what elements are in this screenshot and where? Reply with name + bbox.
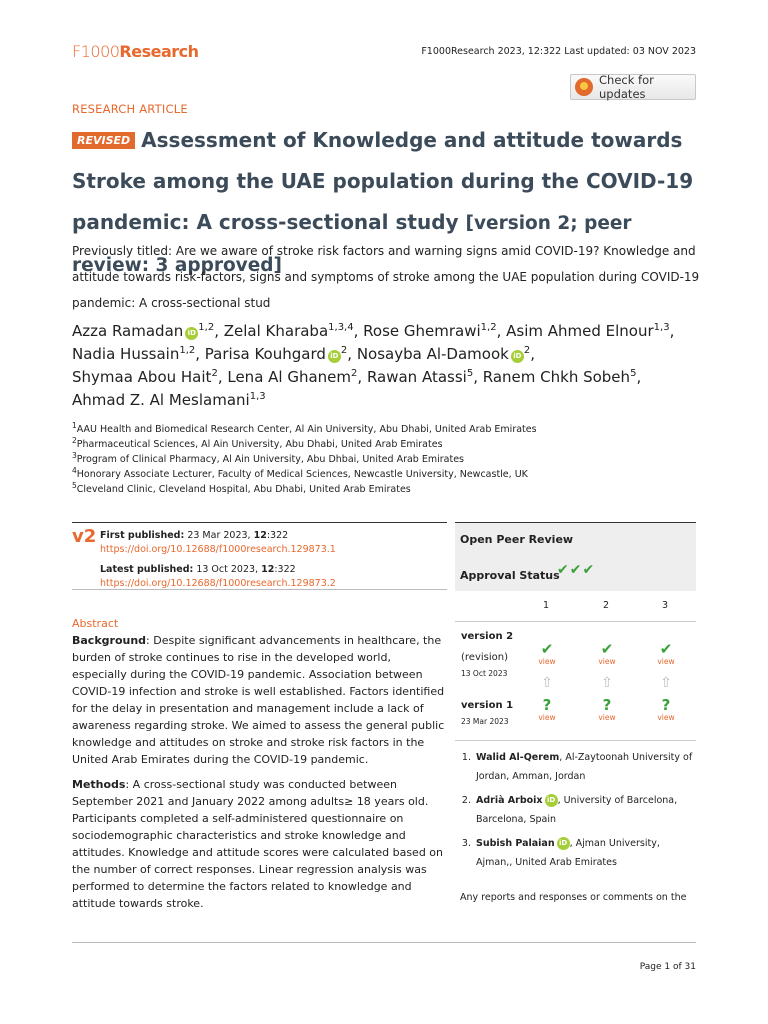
first-doi-link[interactable]: https://doi.org/10.12688/f1000research.129873.1 <box>100 544 336 555</box>
version-2-date: 13 Oct 2023 <box>461 669 508 678</box>
latest-published-label: Latest published: <box>100 564 194 575</box>
author <box>483 368 637 386</box>
background-label: Background <box>72 634 147 647</box>
orcid-icon[interactable]: iD <box>545 794 558 807</box>
author-name[interactable]: Asim Ahmed Elnour <box>506 322 654 340</box>
first-page: :322 <box>266 530 289 541</box>
author-affiliation-ref: 1,2 <box>198 322 215 333</box>
arrow-up-icon: ⇧ <box>601 675 613 691</box>
affiliation <box>72 467 712 482</box>
review-v1-r3[interactable] <box>651 697 681 723</box>
version-2-label: version 2 <box>461 631 514 642</box>
approval-status-label: Approval Status <box>460 569 560 582</box>
author-affiliation-ref: 2 <box>351 368 358 379</box>
divider <box>72 522 447 523</box>
version-1-date: 23 Mar 2023 <box>461 717 509 726</box>
author-affiliation-ref: 1,3 <box>249 391 266 402</box>
crossmark-icon <box>575 78 593 96</box>
author <box>72 322 214 340</box>
reviewer-affiliation: , Ajman University, Ajman,, United Arab Emirates <box>476 838 660 868</box>
author <box>72 368 218 386</box>
author-list: Azza Ramadan iD $^{1,2}$, Zelal Kharaba$^{1,3,4}$, Rose Ghemrawi$^{1,2}$, Asim Ahmed Elnour$^{1,3}$, Nadia Hussain$^{1,2}$, Parisa Kouhgard iD $^2$, Nosayba Al-Damook iD $^2$, Shymaa Abou Hait$^2$, Lena Al Ghanem$^2$, Rawan Atassi$^5$, Ranem Chkh Sobeh$^5$, Ahmad Z. Al Meslamani$^{1,3}$ <box>72 322 675 409</box>
latest-page: :322 <box>274 564 296 575</box>
affiliation-text: Honorary Associate Lecturer, Faculty of Medical Sciences, Newcastle University, Newcastle, UK <box>76 469 528 480</box>
orcid-icon[interactable]: iD <box>328 350 341 363</box>
abstract-methods <box>72 776 447 912</box>
reviewer-item <box>474 748 696 786</box>
approval-checks-icon: ✔✔✔ <box>557 562 596 578</box>
view-link[interactable]: view <box>657 657 675 666</box>
affiliation-number: 1 <box>72 420 77 430</box>
orcid-icon[interactable]: iD <box>185 327 198 340</box>
author <box>506 322 669 340</box>
author <box>72 345 195 363</box>
approved-icon: ✔ <box>540 640 554 658</box>
methods-label: Methods <box>72 778 126 791</box>
approved-with-reservations-icon: ? <box>661 696 671 714</box>
affiliation <box>72 482 712 497</box>
affiliation-number: 4 <box>72 465 77 475</box>
affiliation <box>72 452 712 467</box>
orcid-icon[interactable]: iD <box>557 837 570 850</box>
revised-badge: REVISED <box>72 132 135 149</box>
view-link[interactable]: view <box>538 713 556 722</box>
author <box>205 345 347 363</box>
reviewer-name[interactable]: Adrià Arboix <box>476 795 543 806</box>
divider <box>455 621 696 622</box>
review-v1-r1[interactable] <box>532 697 562 723</box>
author <box>367 368 473 386</box>
author-name[interactable]: Lena Al Ghanem <box>227 368 352 386</box>
approved-with-reservations-icon: ? <box>542 696 552 714</box>
author-name[interactable]: Parisa Kouhgard <box>204 345 326 363</box>
author <box>357 345 530 363</box>
review-v2-r2[interactable] <box>592 641 622 667</box>
affiliation-text: Cleveland Clinic, Cleveland Hospital, Abu Dhabi, United Arab Emirates <box>76 484 411 495</box>
affiliation-text: Program of Clinical Pharmacy, Al Ain University, Abu Dhbai, United Arab Emirates <box>76 454 464 465</box>
reports-note: Any reports and responses or comments on the <box>460 892 687 903</box>
author-name[interactable]: Zelal Kharaba <box>223 322 329 340</box>
view-link[interactable]: view <box>598 713 616 722</box>
author <box>363 322 496 340</box>
author-name[interactable]: Shymaa Abou Hait <box>72 368 212 386</box>
orcid-icon[interactable]: iD <box>511 350 524 363</box>
affiliation <box>72 437 712 452</box>
approved-with-reservations-icon: ? <box>602 696 612 714</box>
view-link[interactable]: view <box>538 657 556 666</box>
author-name[interactable]: Nosayba Al-Damook <box>356 345 509 363</box>
divider <box>72 589 447 590</box>
author-affiliation-ref: 1,2 <box>480 322 497 333</box>
reviewer-affiliation: , University of Barcelona, Barcelona, Spain <box>476 795 678 825</box>
reviewer-list <box>460 748 696 877</box>
approved-icon: ✔ <box>659 640 673 658</box>
f1000research-logo[interactable] <box>72 42 199 61</box>
version-status: [version 2; peer review: 3 approved] <box>72 213 632 276</box>
author-affiliation-ref: 5 <box>466 368 474 379</box>
logo-research: Research <box>119 42 199 61</box>
check-updates-label: Check for updates <box>599 73 654 101</box>
page-number: Page 1 of 31 <box>639 962 696 972</box>
author-name[interactable]: Azza Ramadan <box>72 322 184 340</box>
version-2-sub: (revision) <box>461 652 508 663</box>
citation-line: F1000Research 2023, 12:322 Last updated: 03 NOV 2023 <box>421 46 696 57</box>
author-name[interactable]: Rawan Atassi <box>366 368 467 386</box>
previous-title: Previously titled: Are we aware of stroke risk factors and warning signs amid COVID-19? Knowledge and attitude towards risk-factors, signs and symptoms of stroke among the UAE population during COVID-19 pandemic: A cross-sectional stud <box>72 244 700 310</box>
first-volume: 12 <box>253 530 267 541</box>
article-type: RESEARCH ARTICLE <box>72 102 188 116</box>
reviewer-item <box>474 834 696 872</box>
author-name[interactable]: Ranem Chkh Sobeh <box>482 368 631 386</box>
divider <box>455 740 696 741</box>
publication-history <box>100 529 336 591</box>
approved-icon: ✔ <box>600 640 614 658</box>
author-affiliation-ref: 1,2 <box>179 345 196 356</box>
reviewer-name[interactable]: Walid Al-Qerem <box>476 752 560 763</box>
author-name[interactable]: Nadia Hussain <box>72 345 180 363</box>
reviewer-affiliation: , Al-Zaytoonah University of Jordan, Amman, Jordan <box>476 752 693 782</box>
author-affiliation-ref: 5 <box>630 368 637 379</box>
reviewer-name[interactable]: Subish Palaian <box>476 838 555 849</box>
reviewer-item <box>474 791 696 829</box>
reviewer-column-1: 1 <box>542 600 550 611</box>
author-affiliation-ref: 1,3,4 <box>328 322 354 333</box>
latest-doi-link[interactable]: https://doi.org/10.12688/f1000research.129873.2 <box>100 578 336 589</box>
review-v2-r1[interactable] <box>532 641 562 667</box>
abstract-background <box>72 632 447 768</box>
abstract <box>72 615 447 920</box>
background-text: : Despite significant advancements in healthcare, the burden of stroke continues to rise in the developed world, especially during the COVID-19 pandemic. Association between COVID-19 infection and stroke is well established. Factors identified for the delay in presentation and management include a lack of awareness regarding stroke. We aimed to assess the general public knowledge and attitudes on stroke and stroke risk factors in the United Arab Emirates during the COVID-19 pandemic. <box>72 634 445 766</box>
first-published-date: 23 Mar 2023, <box>187 530 251 541</box>
author-affiliation-ref: 2 <box>523 345 531 356</box>
affiliation-list <box>72 422 712 497</box>
affiliation-number: 5 <box>72 480 77 490</box>
reviewer-column-3: 3 <box>661 600 669 611</box>
abstract-heading: Abstract <box>72 617 119 630</box>
affiliation-text: Pharmaceutical Sciences, Al Ain University, Abu Dhabi, United Arab Emirates <box>76 439 443 450</box>
review-v1-r2[interactable] <box>592 697 622 723</box>
affiliation-number: 2 <box>72 435 77 445</box>
arrow-up-icon: ⇧ <box>541 675 553 691</box>
author-name[interactable]: Rose Ghemrawi <box>363 322 481 340</box>
author-name[interactable]: Ahmad Z. Al Meslamani <box>72 391 250 409</box>
view-link[interactable]: view <box>598 657 616 666</box>
version-tag: v2 <box>72 526 97 547</box>
review-grid <box>455 590 696 740</box>
affiliation-text: AAU Health and Biomedical Research Center, Al Ain University, Abu Dhabi, United Arab Emirates <box>76 424 537 435</box>
check-for-updates-button[interactable] <box>570 74 696 100</box>
affiliation-number: 3 <box>72 450 77 460</box>
arrow-up-icon: ⇧ <box>660 675 672 691</box>
author <box>224 322 354 340</box>
author-affiliation-ref: 2 <box>211 368 218 379</box>
latest-volume: 12 <box>261 564 275 575</box>
reviewer-column-2: 2 <box>602 600 610 611</box>
title-text: Assessment of Knowledge and attitude towards Stroke among the UAE population during the COVID-19 pandemic: A cross-sectional study <box>72 128 694 234</box>
affiliation <box>72 422 712 437</box>
methods-text: : A cross-sectional study was conducted between September 2021 and January 2022 among adults≥ 18 years old. Participants completed a self-administered questionnaire on sociodemographic characteristics and stroke knowledge and attitudes. Knowledge and attitude scores were calculated based on the number of correct responses. Linear regression analysis was performed to determine the factors related to knowledge and attitude towards stroke. <box>72 778 444 910</box>
review-v2-r3[interactable] <box>651 641 681 667</box>
author <box>72 391 266 409</box>
author <box>227 368 357 386</box>
logo-f1000: F1000 <box>72 42 120 61</box>
version-1-label: version 1 <box>461 700 514 711</box>
first-published-label: First published: <box>100 530 185 541</box>
author-affiliation-ref: 2 <box>340 345 348 356</box>
footer-divider <box>72 942 696 943</box>
author-affiliation-ref: 1,3 <box>653 322 670 333</box>
view-link[interactable]: view <box>657 713 675 722</box>
peer-review-title: Open Peer Review <box>460 533 574 546</box>
latest-published-date: 13 Oct 2023, <box>196 564 259 575</box>
